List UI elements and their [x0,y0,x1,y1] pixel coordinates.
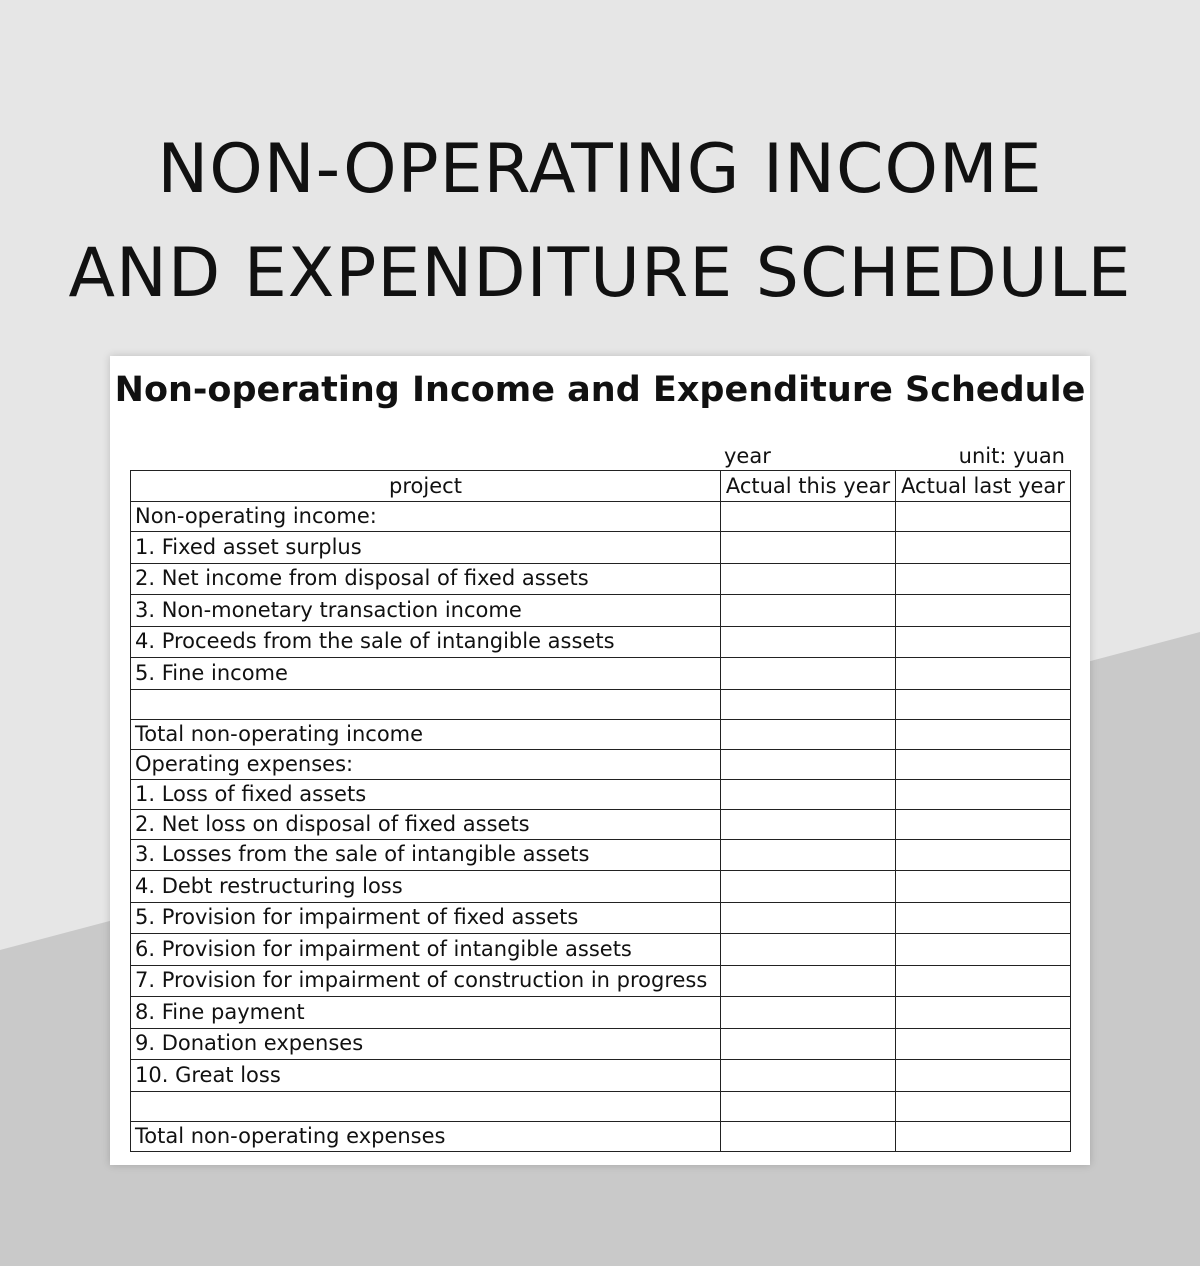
row-label: 5. Provision for impairment of fixed assets [131,902,721,934]
table-row [131,719,1071,749]
table-row [131,689,1071,719]
cell-actual-last-year[interactable] [896,563,1071,595]
table-row [131,658,1071,690]
cell-actual-this-year[interactable] [721,779,896,809]
row-label: 3. Losses from the sale of intangible assets [131,839,721,871]
cell-actual-last-year[interactable] [896,779,1071,809]
table-row [131,997,1071,1029]
cell-actual-last-year[interactable] [896,871,1071,903]
table-row [131,871,1071,903]
row-label: 3. Non-monetary transaction income [131,595,721,627]
row-label: Total non-operating income [131,719,721,749]
cell-actual-last-year[interactable] [896,934,1071,966]
table-row [131,502,1071,532]
sheet-title: Non-operating Income and Expenditure Schedule [114,370,1086,410]
cell-actual-this-year[interactable] [721,502,896,532]
cell-actual-this-year[interactable] [721,965,896,997]
row-label: Non-operating income: [131,502,721,532]
row-label [131,689,721,719]
schedule-table [130,470,1071,1152]
cell-actual-this-year[interactable] [721,626,896,658]
cell-actual-last-year[interactable] [896,502,1071,532]
cell-actual-this-year[interactable] [721,595,896,627]
cell-actual-this-year[interactable] [721,749,896,779]
table-row [131,902,1071,934]
table-row [131,563,1071,595]
row-label: 8. Fine payment [131,997,721,1029]
cell-actual-this-year[interactable] [721,809,896,839]
cell-actual-last-year[interactable] [896,809,1071,839]
hero-title-line-1: NON-OPERATING INCOME [157,130,1043,209]
cell-actual-last-year[interactable] [896,658,1071,690]
cell-actual-this-year[interactable] [721,719,896,749]
table-row [131,965,1071,997]
row-label: 4. Proceeds from the sale of intangible assets [131,626,721,658]
cell-actual-last-year[interactable] [896,1121,1071,1151]
cell-actual-last-year[interactable] [896,749,1071,779]
table-row [131,839,1071,871]
row-label: 2. Net loss on disposal of fixed assets [131,809,721,839]
table-row [131,1028,1071,1060]
row-label: 7. Provision for impairment of construction in progress [131,965,721,997]
cell-actual-this-year[interactable] [721,839,896,871]
column-header-project: project [131,471,721,502]
row-label: 4. Debt restructuring loss [131,871,721,903]
cell-actual-last-year[interactable] [896,1060,1071,1092]
table-row [131,595,1071,627]
cell-actual-last-year[interactable] [896,965,1071,997]
cell-actual-this-year[interactable] [721,1091,896,1121]
cell-actual-this-year[interactable] [721,902,896,934]
cell-actual-last-year[interactable] [896,997,1071,1029]
cell-actual-this-year[interactable] [721,1121,896,1151]
cell-actual-last-year[interactable] [896,719,1071,749]
table-row [131,779,1071,809]
table-row [131,749,1071,779]
table-header-row [131,471,1071,502]
cell-actual-this-year[interactable] [721,658,896,690]
cell-actual-last-year[interactable] [896,595,1071,627]
column-header-actual-this-year: Actual this year [721,471,896,502]
cell-actual-last-year[interactable] [896,689,1071,719]
cell-actual-this-year[interactable] [721,689,896,719]
row-label: Operating expenses: [131,749,721,779]
table-row [131,809,1071,839]
row-label: 5. Fine income [131,658,721,690]
year-label: year [724,444,771,468]
row-label: 2. Net income from disposal of fixed assets [131,563,721,595]
row-label: 6. Provision for impairment of intangible assets [131,934,721,966]
table-row [131,1121,1071,1151]
row-label: 9. Donation expenses [131,1028,721,1060]
table-row [131,1060,1071,1092]
table-row [131,626,1071,658]
cell-actual-this-year[interactable] [721,871,896,903]
row-label: 1. Loss of fixed assets [131,779,721,809]
unit-label: unit: yuan [958,444,1065,468]
cell-actual-last-year[interactable] [896,839,1071,871]
table-row [131,532,1071,564]
row-label: Total non-operating expenses [131,1121,721,1151]
cell-actual-this-year[interactable] [721,997,896,1029]
cell-actual-this-year[interactable] [721,934,896,966]
cell-actual-this-year[interactable] [721,563,896,595]
cell-actual-last-year[interactable] [896,902,1071,934]
cell-actual-this-year[interactable] [721,1028,896,1060]
cell-actual-this-year[interactable] [721,1060,896,1092]
row-label: 10. Great loss [131,1060,721,1092]
hero-title [0,118,1200,326]
column-header-actual-last-year: Actual last year [896,471,1071,502]
table-row [131,934,1071,966]
schedule-sheet [110,356,1090,1165]
cell-actual-last-year[interactable] [896,1091,1071,1121]
cell-actual-last-year[interactable] [896,626,1071,658]
row-label [131,1091,721,1121]
row-label: 1. Fixed asset surplus [131,532,721,564]
hero-title-line-2: AND EXPENDITURE SCHEDULE [68,234,1132,313]
cell-actual-last-year[interactable] [896,532,1071,564]
cell-actual-this-year[interactable] [721,532,896,564]
table-row [131,1091,1071,1121]
cell-actual-last-year[interactable] [896,1028,1071,1060]
